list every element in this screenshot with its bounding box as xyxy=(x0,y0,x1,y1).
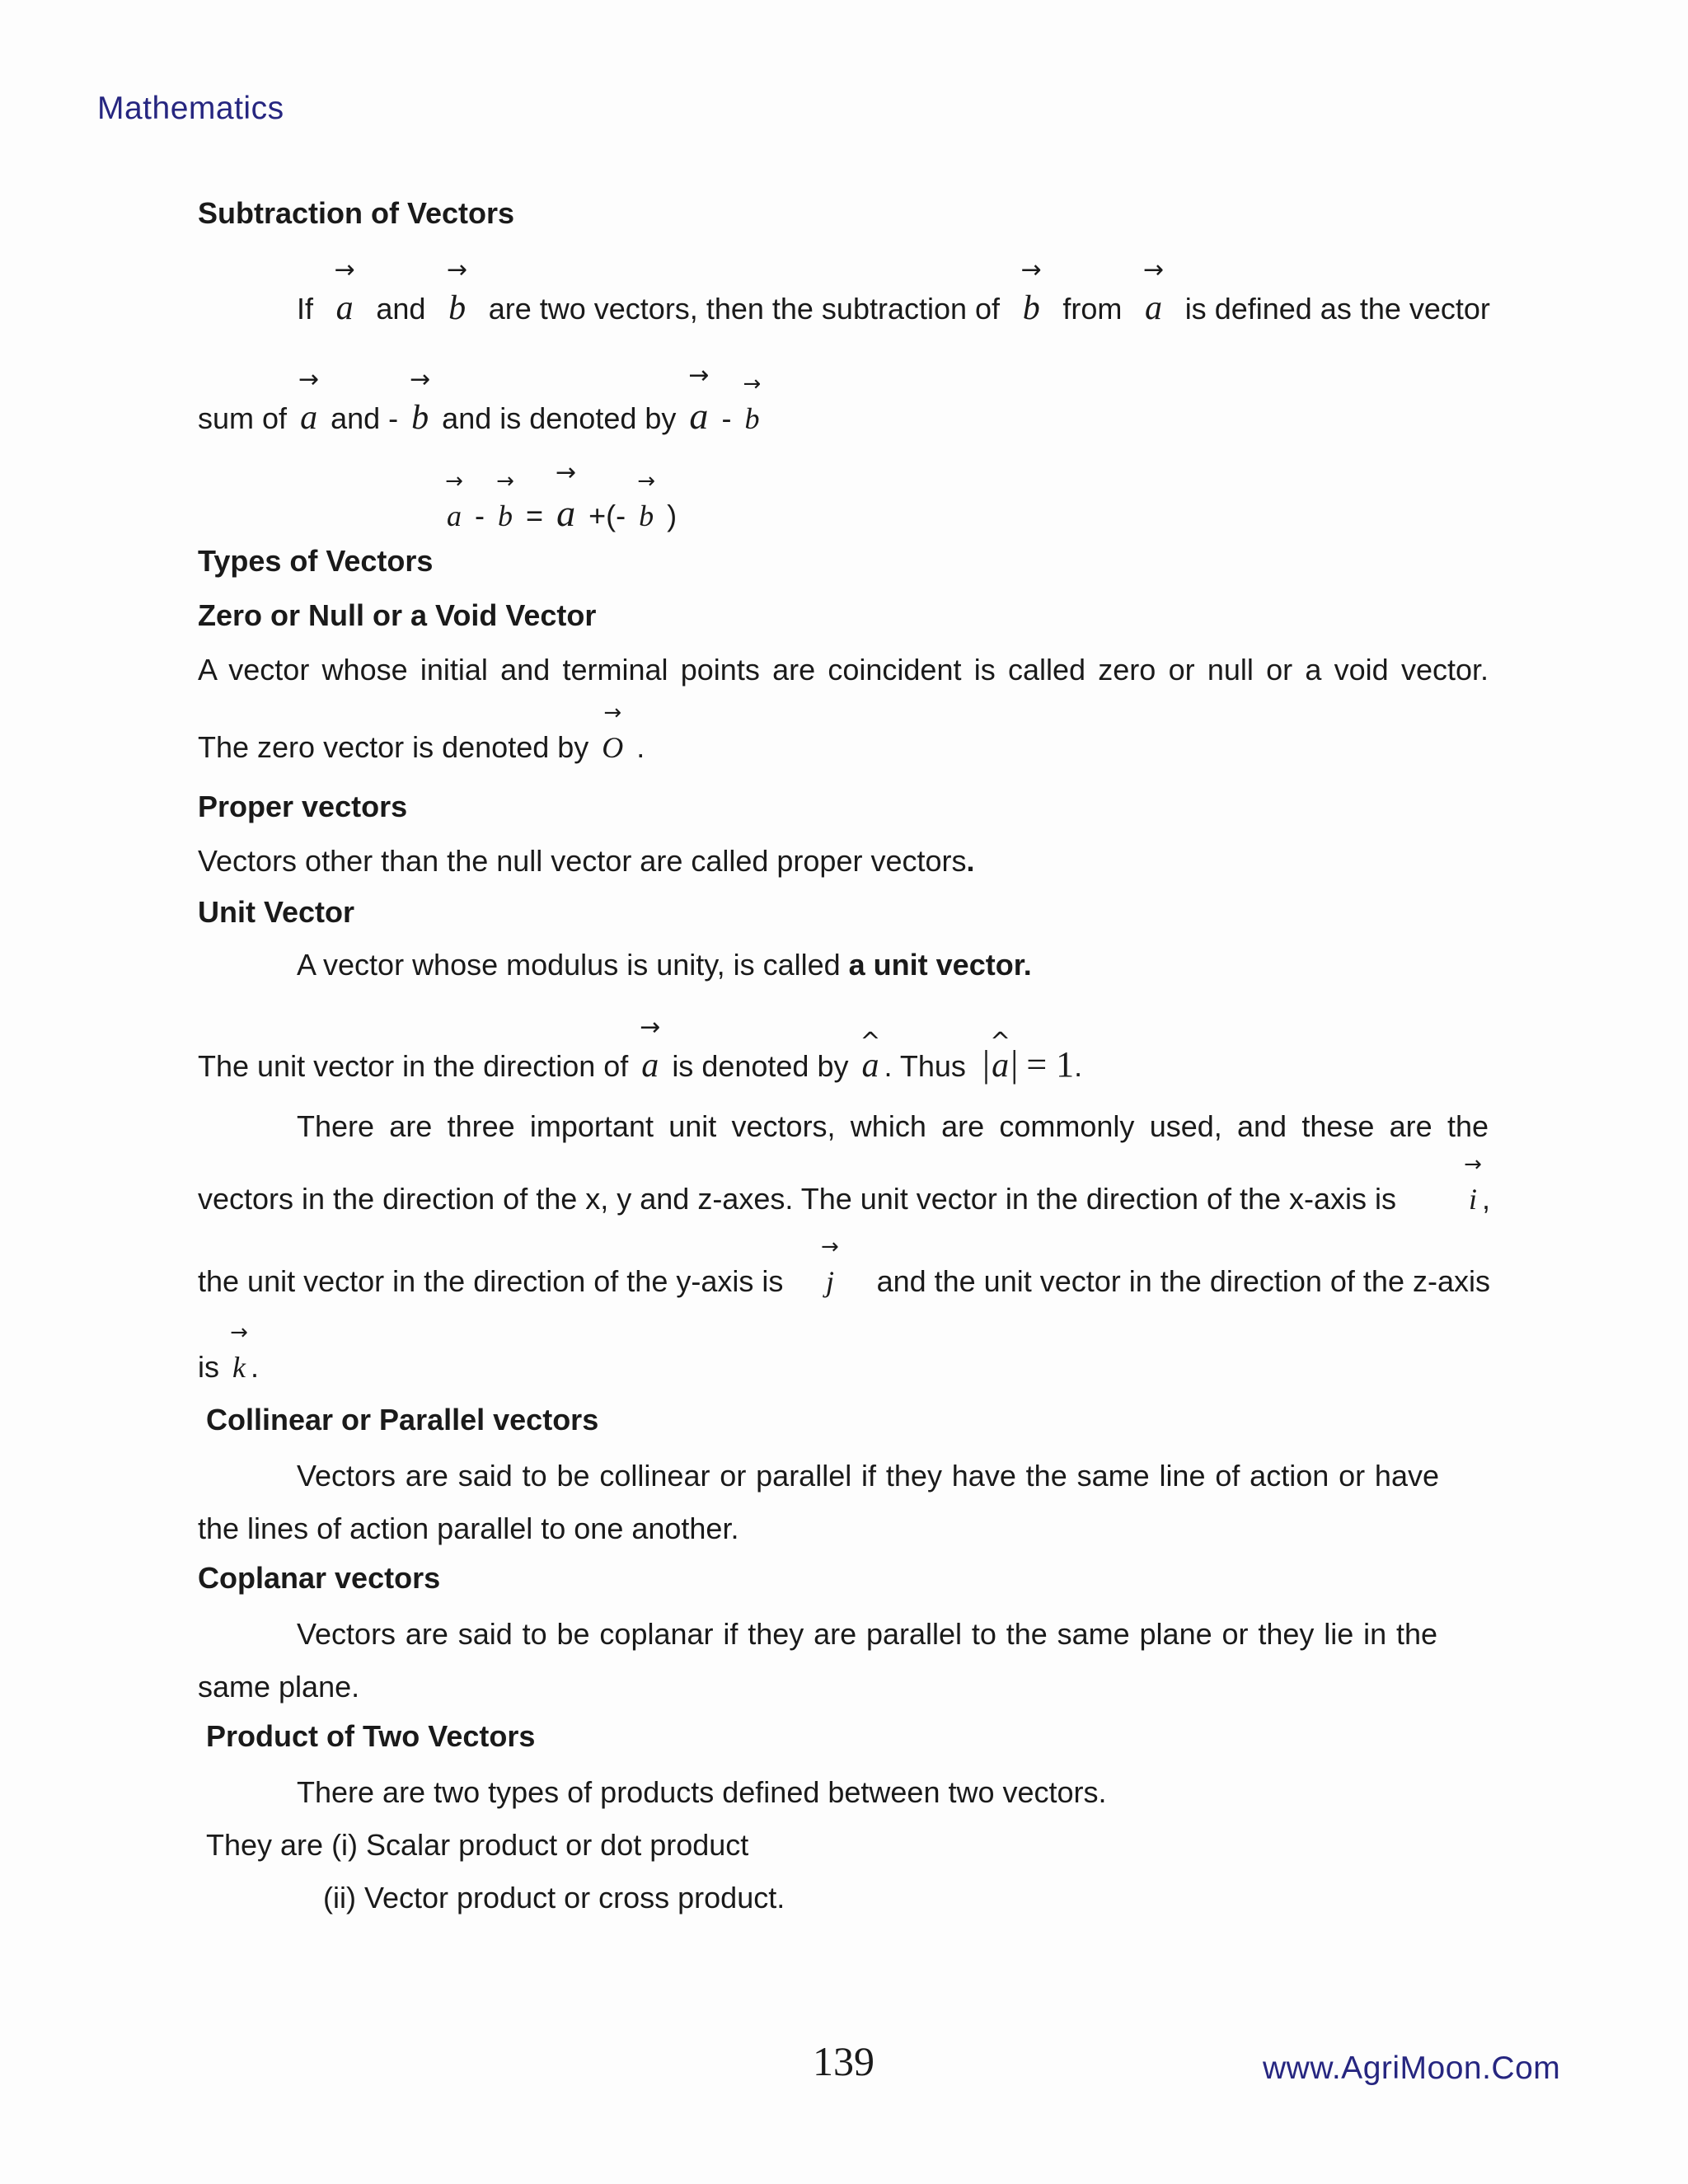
vector-b: → b xyxy=(410,365,431,437)
arrow-icon: → xyxy=(637,469,656,494)
modulus-close-bar: | xyxy=(1010,1043,1019,1085)
vector-zero: → O xyxy=(602,701,624,764)
period: . xyxy=(1074,1049,1083,1083)
vector-b: → b xyxy=(1020,255,1042,327)
vector-a: → a xyxy=(640,1013,661,1085)
unit-vector-k: → k xyxy=(230,1320,248,1384)
heading-types: Types of Vectors xyxy=(198,544,434,578)
unit-vector-j: → j xyxy=(821,1235,839,1298)
unit-text-2-a: The unit vector in the direction of xyxy=(198,1049,629,1083)
vector-a: → a xyxy=(445,469,463,532)
vector-a: → a xyxy=(334,255,355,327)
arrow-icon: → xyxy=(334,255,355,284)
period: . xyxy=(966,844,975,878)
unit-vector-a-hat: ^ a xyxy=(860,1028,881,1085)
unit-text-6-a: is xyxy=(198,1350,219,1384)
vector-b: → b xyxy=(446,255,468,327)
text-minus: - xyxy=(721,401,732,435)
arrow-icon: → xyxy=(1020,255,1042,284)
arrow-icon: → xyxy=(446,255,468,284)
zero-text-1: A vector whose initial and terminal points are coincident is called zero or null or a void vector. xyxy=(198,653,1489,687)
arrow-icon: → xyxy=(743,372,762,396)
unit-vector-i: → i xyxy=(1464,1152,1482,1216)
collinear-text-2: the lines of action parallel to one another. xyxy=(198,1511,739,1545)
vector-b: → b xyxy=(637,469,656,532)
heading-coplanar: Coplanar vectors xyxy=(198,1561,441,1595)
unit-text-1-body: A vector whose modulus is unity, is called xyxy=(297,948,841,982)
heading-proper-vectors: Proper vectors xyxy=(198,790,408,823)
unit-text-5 xyxy=(198,1235,1490,1299)
unit-text-4 xyxy=(198,1152,1490,1216)
arrow-icon: → xyxy=(821,1235,839,1259)
product-text-1: There are two types of products defined between two vectors. xyxy=(297,1775,1107,1809)
text-from: from xyxy=(1062,292,1123,326)
modulus-open-bar: | xyxy=(982,1043,991,1085)
page-number: 139 xyxy=(813,2038,874,2084)
heading-subtraction: Subtraction of Vectors xyxy=(198,196,515,230)
arrow-icon: → xyxy=(640,1013,661,1042)
period: . xyxy=(636,730,645,764)
text-end: is defined as the vector xyxy=(1184,292,1490,326)
text-denoted-by: and is denoted by xyxy=(442,401,677,435)
heading-zero-vector: Zero or Null or a Void Vector xyxy=(198,598,597,632)
arrow-icon: → xyxy=(603,701,622,725)
heading-collinear: Collinear or Parallel vectors xyxy=(206,1403,599,1436)
zero-text-2 xyxy=(198,701,645,765)
page-header-subject: Mathematics xyxy=(97,91,284,126)
zero-text-2-label: The zero vector is denoted by xyxy=(198,730,589,764)
coplanar-text-1: Vectors are said to be coplanar if they are parallel to the same plane or they lie in the xyxy=(297,1617,1437,1651)
unit-text-2-b: is denoted by xyxy=(672,1049,849,1083)
unit-text-6 xyxy=(198,1320,260,1385)
unit-text-5-a: the unit vector in the direction of the y-axis is xyxy=(198,1264,784,1298)
vector-a: → a xyxy=(688,361,710,437)
vector-a: → a xyxy=(1142,255,1165,327)
coplanar-text-2: same plane. xyxy=(198,1670,360,1704)
collinear-text-1: Vectors are said to be collinear or parallel if they have the same line of action or have xyxy=(297,1459,1439,1493)
period: . xyxy=(251,1350,260,1384)
text-if: If xyxy=(297,292,314,326)
unit-vector-a-hat: ^ a xyxy=(990,1028,1011,1085)
proper-text-body: Vectors other than the null vector are called proper vectors xyxy=(198,844,967,878)
unit-text-3: There are three important unit vectors, which are commonly used, and these are the xyxy=(297,1109,1489,1143)
unit-text-2 xyxy=(198,1013,1083,1085)
arrow-icon: → xyxy=(1142,255,1165,284)
subtraction-line-1 xyxy=(297,255,1490,328)
unit-text-5-b: and the unit vector in the direction of the z-axis xyxy=(876,1264,1490,1298)
text-mid: are two vectors, then the subtraction of xyxy=(488,292,1001,326)
text-sum-of: sum of xyxy=(198,401,288,435)
arrow-icon: → xyxy=(688,361,710,390)
unit-text-2-c: . Thus xyxy=(884,1049,966,1083)
footer-website-link[interactable]: www.AgriMoon.Com xyxy=(1263,2050,1561,2086)
text-and: and xyxy=(376,292,426,326)
formula-equals: = xyxy=(526,499,544,532)
unit-text-1-bold: a unit vector. xyxy=(848,948,1032,982)
vector-b: → b xyxy=(496,469,514,532)
hat-icon: ^ xyxy=(860,1028,881,1057)
arrow-icon: → xyxy=(1464,1152,1482,1177)
equals-one: = 1 xyxy=(1026,1044,1075,1085)
heading-unit-vector: Unit Vector xyxy=(198,895,355,929)
proper-text xyxy=(198,844,975,879)
heading-product: Product of Two Vectors xyxy=(206,1719,536,1753)
comma: , xyxy=(1481,1182,1490,1216)
vector-b: → b xyxy=(743,372,762,435)
subtraction-line-2 xyxy=(198,361,764,438)
arrow-icon: → xyxy=(230,1320,248,1345)
arrow-icon: → xyxy=(445,469,463,494)
product-text-3: (ii) Vector product or cross product. xyxy=(323,1881,785,1915)
unit-text-4-body: vectors in the direction of the x, y and z-axes. The unit vector in the direction of the x-axis is xyxy=(198,1182,1397,1216)
formula-plus-neg: +(- xyxy=(588,499,626,532)
text-and-minus: and - xyxy=(331,401,399,435)
formula-close-paren: ) xyxy=(667,499,678,532)
arrow-icon: → xyxy=(496,469,514,494)
vector-a: → a xyxy=(298,365,320,437)
arrow-icon: → xyxy=(410,365,431,394)
arrow-icon: → xyxy=(298,365,320,394)
product-text-2: They are (i) Scalar product or dot product xyxy=(206,1828,749,1862)
formula-minus: - xyxy=(475,499,485,532)
vector-a: → a xyxy=(556,458,577,534)
arrow-icon: → xyxy=(556,458,577,487)
subtraction-formula xyxy=(442,458,678,535)
unit-text-1 xyxy=(297,948,1032,982)
hat-icon: ^ xyxy=(990,1028,1011,1057)
